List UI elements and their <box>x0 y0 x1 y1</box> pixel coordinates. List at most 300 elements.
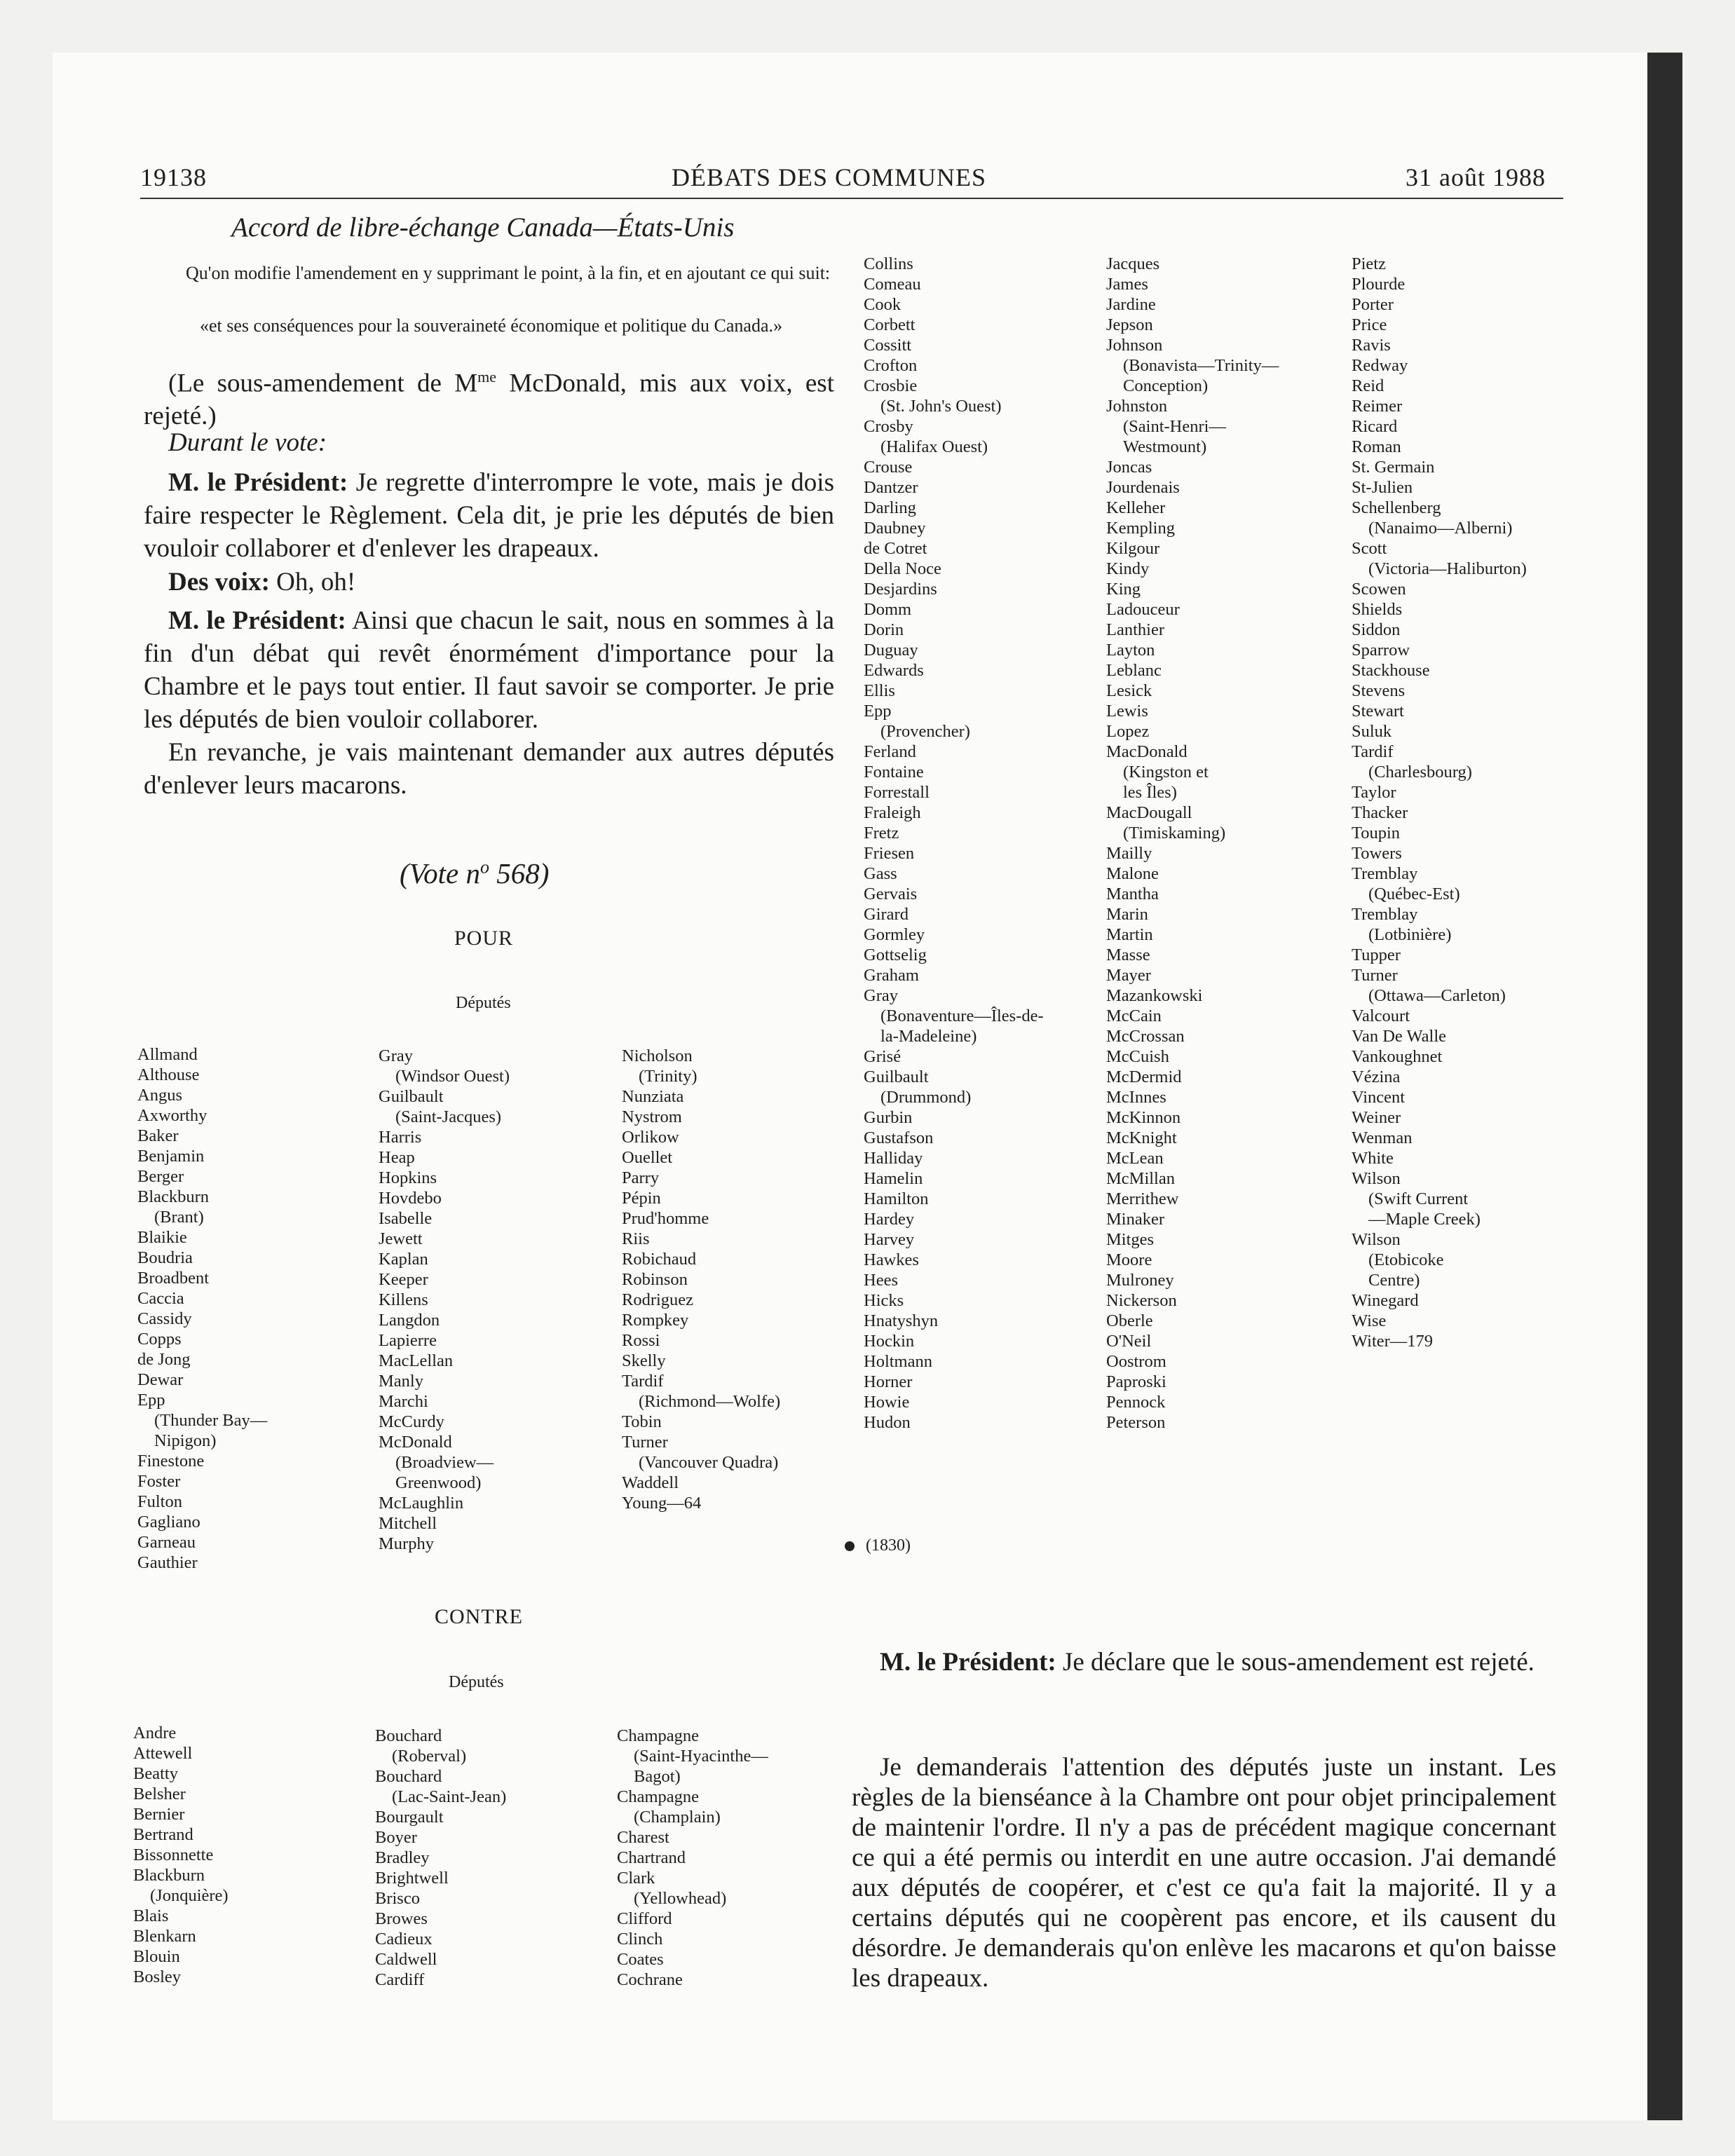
time-marker-text: (1830) <box>866 1536 911 1555</box>
member-name: Axworthy <box>137 1106 207 1125</box>
member-name: Blouin <box>133 1947 180 1966</box>
member-name: Jepson <box>1106 315 1153 334</box>
member-name: Killens <box>379 1290 428 1309</box>
member-riding: (Saint-Henri— <box>1123 417 1226 436</box>
member-riding: (Windsor Ouest) <box>395 1067 510 1086</box>
member-name: Turner <box>1352 966 1398 985</box>
member-name: McMillan <box>1106 1169 1175 1188</box>
member-name: Tardif <box>1352 742 1394 761</box>
member-name: Mazankowski <box>1106 986 1203 1005</box>
member-name: Hopkins <box>379 1168 437 1187</box>
page-number: 19138 <box>140 163 207 191</box>
speech-president-2-cont: En revanche, je vais maintenant demander aux autres députés d'enlever leurs macarons. <box>144 738 834 800</box>
member-name: McInnes <box>1106 1088 1166 1107</box>
member-name: Merrithew <box>1106 1189 1179 1208</box>
member-name: Reimer <box>1352 397 1403 416</box>
member-name: Oberle <box>1106 1311 1153 1330</box>
member-name: Tobin <box>622 1412 662 1431</box>
member-name: Towers <box>1352 844 1402 863</box>
member-name: Nickerson <box>1106 1291 1177 1310</box>
member-name: Redway <box>1352 356 1408 375</box>
member-name: Isabelle <box>379 1209 433 1228</box>
member-name: Caldwell <box>375 1950 437 1969</box>
contre-column-2 <box>375 1726 506 1990</box>
member-name: de Cotret <box>864 539 927 558</box>
member-name: Minaker <box>1106 1210 1164 1229</box>
member-name: Corbett <box>864 315 916 334</box>
member-name: Kindy <box>1106 559 1150 578</box>
member-name: Fontaine <box>864 763 924 782</box>
member-name: McCuish <box>1106 1047 1169 1066</box>
member-name: Hawkes <box>864 1250 919 1269</box>
member-riding: Westmount) <box>1123 437 1207 456</box>
member-name: Holtmann <box>864 1352 932 1371</box>
member-name: Ricard <box>1352 417 1398 436</box>
pour-column-1 <box>137 1044 267 1573</box>
member-name: Ouellet <box>622 1148 673 1167</box>
member-name: Crofton <box>864 356 918 375</box>
member-name: Hockin <box>864 1332 915 1351</box>
member-name: Ravis <box>1352 336 1391 355</box>
member-name: Cardiff <box>375 1970 425 1989</box>
member-name: Hees <box>864 1271 898 1290</box>
member-name: Garneau <box>137 1533 196 1552</box>
member-name: Paproski <box>1106 1372 1166 1391</box>
member-name: Harvey <box>864 1230 915 1249</box>
member-name: James <box>1106 275 1148 294</box>
member-riding: (Victoria—Haliburton) <box>1368 559 1527 578</box>
member-name: Hnatyshyn <box>864 1311 939 1330</box>
member-name: Leblanc <box>1106 661 1162 680</box>
member-riding: Centre) <box>1368 1271 1420 1290</box>
member-name: McKnight <box>1106 1128 1177 1147</box>
member-name: Allmand <box>137 1045 198 1064</box>
member-name: Langdon <box>379 1311 440 1330</box>
member-name: Mitges <box>1106 1230 1155 1249</box>
member-riding: (Bonaventure—Îles-de- <box>880 1007 1044 1025</box>
member-name: Lopez <box>1106 722 1150 741</box>
member-name: Gurbin <box>864 1108 913 1127</box>
member-name: Daubney <box>864 519 926 538</box>
member-name: Pietz <box>1352 254 1386 273</box>
member-name: MacDonald <box>1106 742 1188 761</box>
member-name: Della Noce <box>864 559 941 578</box>
member-name: Guilbault <box>379 1087 444 1106</box>
member-name: Belsher <box>133 1785 186 1803</box>
member-riding: les Îles) <box>1123 783 1177 802</box>
member-name: Boudria <box>137 1248 193 1267</box>
contre-column-5 <box>1106 254 1279 1433</box>
member-name: Blaikie <box>137 1228 187 1247</box>
member-name: Fretz <box>864 824 899 842</box>
member-name: Martin <box>1106 925 1153 944</box>
member-name: Blais <box>133 1906 169 1925</box>
speech-president-1: M. le Président: Je regrette d'interrompre le vote, mais je dois faire respecter le Règlement. Cela dit, je prie les députés de bien vouloir collaborer et d'enlever les drapeaux. <box>144 468 834 563</box>
speech-president-2: M. le Président: Ainsi que chacun le sait, nous en sommes à la fin d'un débat qui revêt énormément d'importance pour la Chambre et le pays tout entier. Il faut savoir se comporter. Je prie les députés de bien vouloir collaborer. <box>144 606 834 734</box>
speech-president-3: M. le Président: Je déclare que le sous-amendement est rejeté. <box>880 1648 1535 1677</box>
member-name: Scott <box>1352 539 1387 558</box>
member-name: Angus <box>137 1086 182 1105</box>
member-name: Jardine <box>1106 295 1156 314</box>
contre-column-1 <box>133 1723 229 1987</box>
member-riding: Conception) <box>1123 376 1209 395</box>
speaker-label: M. le Président: <box>880 1648 1056 1677</box>
member-name: Taylor <box>1352 783 1396 802</box>
contre-column-3 <box>617 1726 768 1990</box>
member-name: Benjamin <box>137 1147 205 1166</box>
during-vote-label: Durant le vote: <box>168 428 327 457</box>
member-name: Beatty <box>133 1764 178 1783</box>
member-riding: (Halifax Ouest) <box>880 437 988 456</box>
member-name: Porter <box>1352 295 1394 314</box>
member-name: Halliday <box>864 1149 923 1168</box>
time-marker <box>845 1536 911 1555</box>
member-name: Lanthier <box>1106 620 1164 639</box>
member-name: Ellis <box>864 681 895 700</box>
member-name: Sparrow <box>1352 641 1410 660</box>
member-riding: —Maple Creek) <box>1368 1210 1481 1229</box>
member-name: Rossi <box>622 1331 660 1350</box>
member-name: Weiner <box>1352 1108 1401 1127</box>
member-name: Witer—179 <box>1352 1332 1434 1351</box>
member-name: Lewis <box>1106 702 1148 721</box>
member-name: Caccia <box>137 1289 184 1308</box>
member-riding: (Bonavista—Trinity— <box>1123 356 1279 375</box>
member-name: Joncas <box>1106 458 1152 477</box>
member-name: Peterson <box>1106 1413 1166 1432</box>
member-name: Broadbent <box>137 1269 210 1288</box>
member-name: Vincent <box>1352 1088 1406 1107</box>
member-riding: (Saint-Jacques) <box>395 1107 502 1126</box>
quote-paragraph: «et ses conséquences pour la souveraineté économique et politique du Canada.» <box>200 315 783 336</box>
member-name: Foster <box>137 1472 181 1491</box>
member-name: Collins <box>864 254 913 273</box>
member-name: Boyer <box>375 1828 417 1847</box>
member-name: Andre <box>133 1724 177 1742</box>
member-name: Duguay <box>864 641 918 660</box>
member-name: Toupin <box>1352 824 1401 842</box>
speaker-label: M. le Président: <box>168 468 348 497</box>
member-name: Bissonnette <box>133 1845 214 1864</box>
member-name: Tardif <box>622 1372 664 1391</box>
member-name: Charest <box>617 1828 669 1847</box>
header-date: 31 août 1988 <box>1406 163 1546 191</box>
vote-title: (Vote $n^o$ 568) <box>400 857 550 889</box>
member-name: Tremblay <box>1352 864 1418 883</box>
member-name: Blackburn <box>133 1866 205 1885</box>
member-name: de Jong <box>137 1350 191 1369</box>
member-name: Cadieux <box>375 1930 433 1949</box>
member-name: Cassidy <box>137 1309 192 1328</box>
topic-heading: Accord de libre-échange Canada—États-Unis <box>231 212 735 243</box>
member-riding: (Timiskaming) <box>1123 824 1226 842</box>
member-name: Young—64 <box>622 1494 702 1513</box>
contre-subheading: Députés <box>449 1673 504 1691</box>
member-name: Blenkarn <box>133 1927 196 1946</box>
member-name: Pépin <box>622 1189 661 1208</box>
member-name: Hamelin <box>864 1169 923 1188</box>
member-riding: (Lotbinière) <box>1368 925 1452 944</box>
member-name: Roman <box>1352 437 1401 456</box>
member-riding: (Jonquière) <box>150 1886 229 1905</box>
member-name: Crouse <box>864 458 913 477</box>
member-name: Johnson <box>1106 336 1163 355</box>
member-name: Gagliano <box>137 1513 200 1531</box>
member-name: Cochrane <box>617 1970 683 1989</box>
member-name: Wenman <box>1352 1128 1413 1147</box>
member-riding: (Yellowhead) <box>634 1889 727 1908</box>
member-riding: (Québec-Est) <box>1368 885 1460 903</box>
speaker-label: Des voix: <box>168 568 270 596</box>
member-name: Fulton <box>137 1492 182 1511</box>
member-name: Clifford <box>617 1909 672 1928</box>
member-name: Edwards <box>864 661 924 680</box>
member-name: Copps <box>137 1330 182 1349</box>
member-name: Friesen <box>864 844 915 863</box>
member-name: Domm <box>864 600 912 619</box>
member-name: Oostrom <box>1106 1352 1166 1371</box>
member-riding: Greenwood) <box>395 1473 482 1492</box>
member-name: Rompkey <box>622 1311 689 1330</box>
member-name: Champagne <box>617 1726 700 1745</box>
member-riding: (Etobicoke <box>1368 1250 1444 1269</box>
member-riding: (Brant) <box>154 1208 204 1227</box>
pour-column-3 <box>622 1046 780 1513</box>
member-name: Keeper <box>379 1270 428 1289</box>
member-name: Robichaud <box>622 1250 697 1269</box>
member-name: Harris <box>379 1128 422 1147</box>
contre-heading: CONTRE <box>435 1605 523 1628</box>
member-name: Layton <box>1106 641 1155 660</box>
member-name: Turner <box>622 1433 668 1452</box>
member-name: Wilson <box>1352 1169 1401 1188</box>
member-name: Rodriguez <box>622 1290 694 1309</box>
member-name: Parry <box>622 1168 660 1187</box>
member-name: Darling <box>864 498 916 517</box>
contre-column-6 <box>1352 254 1527 1351</box>
member-name: Crosbie <box>864 376 918 395</box>
member-riding: (Vancouver Quadra) <box>639 1453 779 1472</box>
member-name: MacDougall <box>1106 803 1192 822</box>
member-name: Epp <box>864 702 892 721</box>
pour-column-2 <box>379 1046 510 1554</box>
member-riding: (Ottawa—Carleton) <box>1368 986 1506 1005</box>
result-note: (Le sous-amendement de $M^{me}$ McDonald, mis aux voix, est rejeté.) <box>144 368 834 431</box>
member-name: Desjardins <box>864 580 937 599</box>
member-name: Gauthier <box>137 1553 198 1572</box>
member-name: Gottselig <box>864 946 927 964</box>
member-riding: (Thunder Bay— <box>154 1411 268 1430</box>
member-name: Girard <box>864 905 909 924</box>
member-name: White <box>1352 1149 1394 1168</box>
member-name: Hamilton <box>864 1189 929 1208</box>
member-name: King <box>1106 580 1141 599</box>
member-name: McCain <box>1106 1007 1162 1025</box>
member-name: Jacques <box>1106 254 1160 273</box>
member-name: Finestone <box>137 1452 205 1471</box>
member-name: Thacker <box>1352 803 1408 822</box>
member-riding: (St. John's Ouest) <box>880 397 1002 416</box>
member-name: Mulroney <box>1106 1271 1174 1290</box>
speech-voices: Des voix: Oh, oh! <box>168 568 356 596</box>
member-name: Gervais <box>864 885 918 903</box>
member-name: McLaughlin <box>379 1494 464 1513</box>
member-name: Chartrand <box>617 1848 686 1867</box>
member-name: Bosley <box>133 1967 182 1986</box>
member-name: Stewart <box>1352 702 1404 721</box>
member-riding: (Drummond) <box>880 1088 972 1107</box>
member-name: Cook <box>864 295 901 314</box>
member-name: Pennock <box>1106 1393 1166 1412</box>
member-riding: Nipigon) <box>154 1431 217 1450</box>
member-riding: (Provencher) <box>880 722 970 741</box>
member-name: Waddell <box>622 1473 679 1492</box>
member-name: Marchi <box>379 1392 428 1411</box>
member-name: Schellenberg <box>1352 498 1441 517</box>
member-name: Lesick <box>1106 681 1152 700</box>
speaker-label: M. le Président: <box>168 606 346 635</box>
member-name: Gustafson <box>864 1128 934 1147</box>
member-name: Epp <box>137 1391 165 1410</box>
member-riding: Bagot) <box>634 1767 681 1786</box>
member-name: Vézina <box>1352 1067 1401 1086</box>
member-name: Mayer <box>1106 966 1151 985</box>
member-name: Kelleher <box>1106 498 1166 517</box>
member-name: Jewett <box>379 1229 423 1248</box>
member-name: Tupper <box>1352 946 1401 964</box>
member-name: Clinch <box>617 1930 663 1949</box>
member-name: Kilgour <box>1106 539 1160 558</box>
member-name: Prud'homme <box>622 1209 709 1228</box>
member-name: McCrossan <box>1106 1027 1185 1046</box>
member-name: St. Germain <box>1352 458 1435 477</box>
member-name: Gass <box>864 864 897 883</box>
member-name: Bourgault <box>375 1808 444 1827</box>
member-riding: (Trinity) <box>639 1067 698 1086</box>
member-name: O'Neil <box>1106 1332 1152 1351</box>
member-riding: (Swift Current <box>1368 1189 1469 1208</box>
member-name: Hudon <box>864 1413 911 1432</box>
member-name: Tremblay <box>1352 905 1418 924</box>
member-name: Price <box>1352 315 1387 334</box>
member-name: Kaplan <box>379 1250 428 1269</box>
member-name: Coates <box>617 1950 664 1969</box>
member-name: Dewar <box>137 1370 184 1389</box>
member-name: Malone <box>1106 864 1159 883</box>
member-name: McKinnon <box>1106 1108 1181 1127</box>
member-name: Blackburn <box>137 1187 210 1206</box>
member-name: Orlikow <box>622 1128 679 1147</box>
member-name: Heap <box>379 1148 415 1167</box>
member-name: Dorin <box>864 620 904 639</box>
member-name: Dantzer <box>864 478 918 497</box>
member-riding: (Lac-Saint-Jean) <box>392 1787 507 1806</box>
member-name: Moore <box>1106 1250 1152 1269</box>
member-riding: (Nanaimo—Alberni) <box>1368 519 1513 538</box>
member-name: Vankoughnet <box>1352 1047 1443 1066</box>
member-name: Cossitt <box>864 336 912 355</box>
member-name: Kempling <box>1106 519 1175 538</box>
member-riding: (Richmond—Wolfe) <box>639 1392 781 1411</box>
member-riding: la-Madeleine) <box>880 1027 977 1046</box>
member-name: Nicholson <box>622 1046 693 1065</box>
member-name: Scowen <box>1352 580 1406 599</box>
member-riding: (Kingston et <box>1123 763 1209 782</box>
member-name: Comeau <box>864 275 921 294</box>
member-name: Ferland <box>864 742 916 761</box>
member-name: Reid <box>1352 376 1384 395</box>
speech-president-4: Je demanderais l'attention des députés juste un instant. Les règles de la bienséance à la Chambre ont pour objet principalement de maintenir l'ordre. Il n'y a pas de précédent magique concernant ce qui a été permis ou interdit en une autre occasion. J'ai demandé aux députés de coopérer, et c'est ce qu'a fait la majorité. Il y a certains députés qui ne coopèrent pas encore, et ils causent du désordre. Je demanderais qu'on enlève les macarons et qu'on baisse les drapeaux. <box>852 1753 1556 1993</box>
member-name: McDermid <box>1106 1067 1182 1086</box>
member-riding: (Roberval) <box>392 1747 467 1766</box>
member-name: Bradley <box>375 1848 430 1867</box>
member-name: Bertrand <box>133 1825 193 1844</box>
member-riding: (Saint-Hyacinthe— <box>634 1747 768 1766</box>
pour-subheading: Députés <box>456 994 511 1012</box>
member-name: Hicks <box>864 1291 904 1310</box>
member-name: Gray <box>379 1046 413 1065</box>
member-name: Guilbault <box>864 1067 929 1086</box>
member-name: Marin <box>1106 905 1148 924</box>
member-name: Suluk <box>1352 722 1392 741</box>
member-name: Shields <box>1352 600 1403 619</box>
member-name: Lapierre <box>379 1331 437 1350</box>
member-name: Robinson <box>622 1270 688 1289</box>
contre-column-4 <box>864 254 1044 1433</box>
member-name: McLean <box>1106 1149 1164 1168</box>
member-name: Johnston <box>1106 397 1168 416</box>
member-name: Graham <box>864 966 919 985</box>
pour-heading: POUR <box>454 927 514 950</box>
bullet-icon <box>845 1541 855 1551</box>
member-name: Hardey <box>864 1210 915 1229</box>
member-name: Gray <box>864 986 898 1005</box>
member-riding: (Broadview— <box>395 1453 494 1472</box>
member-name: Horner <box>864 1372 913 1391</box>
member-name: Ladouceur <box>1106 600 1180 619</box>
member-name: McDonald <box>379 1433 452 1452</box>
member-name: Grisé <box>864 1047 901 1066</box>
member-name: Bouchard <box>375 1767 442 1786</box>
member-name: Althouse <box>137 1065 200 1084</box>
member-name: Riis <box>622 1229 650 1248</box>
member-name: Clark <box>617 1869 655 1888</box>
member-name: Stackhouse <box>1352 661 1430 680</box>
member-name: Champagne <box>617 1787 700 1806</box>
member-name: MacLellan <box>379 1351 454 1370</box>
member-name: Bouchard <box>375 1726 442 1745</box>
member-name: Crosby <box>864 417 913 436</box>
member-name: Hovdebo <box>379 1189 442 1208</box>
member-name: Siddon <box>1352 620 1401 639</box>
member-name: Attewell <box>133 1744 193 1763</box>
member-name: Manly <box>379 1372 423 1391</box>
member-name: Mitchell <box>379 1514 437 1533</box>
member-name: Browes <box>375 1909 428 1928</box>
member-name: Baker <box>137 1126 179 1145</box>
member-name: Bernier <box>133 1805 185 1824</box>
intro-paragraph: Qu'on modifie l'amendement en y supprimant le point, à la fin, et en ajoutant ce qui suit: <box>186 263 831 283</box>
member-name: Nystrom <box>622 1107 682 1126</box>
member-name: Brisco <box>375 1889 420 1908</box>
member-name: Gormley <box>864 925 925 944</box>
member-name: Howie <box>864 1393 910 1412</box>
member-name: Wise <box>1352 1311 1387 1330</box>
member-name: Wilson <box>1352 1230 1401 1249</box>
member-name: Stevens <box>1352 681 1406 700</box>
member-name: Murphy <box>379 1534 434 1553</box>
header-rule <box>140 198 1563 199</box>
